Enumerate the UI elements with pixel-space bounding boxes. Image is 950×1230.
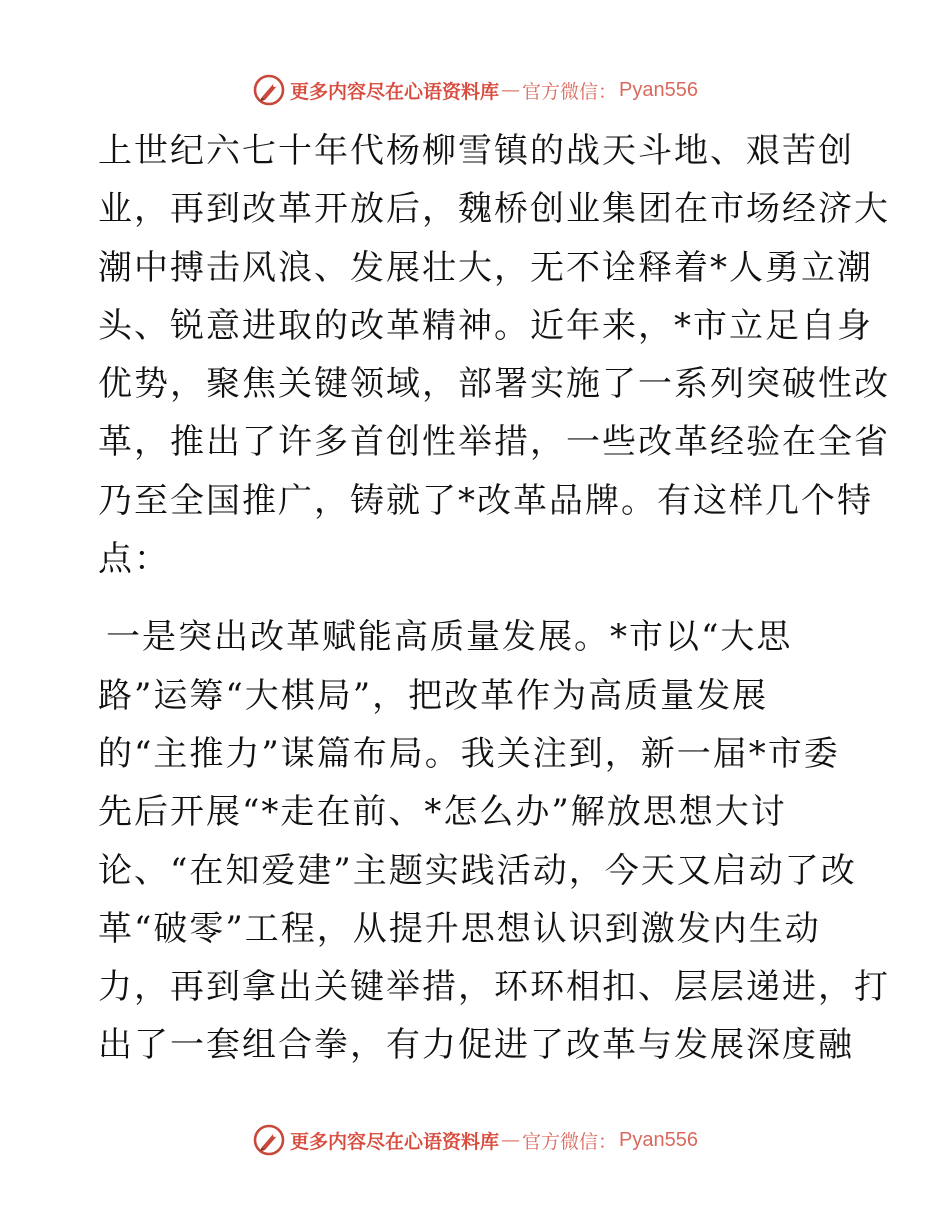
text-line: 乃至全国推广，铸就了*改革品牌。有这样几个特 xyxy=(98,480,873,521)
text-line: 先后开展“*走在前、*怎么办”解放思想大讨 xyxy=(98,792,787,833)
text-line: 业，再到改革开放后，魏桥创业集团在市场经济大 xyxy=(98,189,890,230)
text-line: 一是突出改革赋能高质量发展。*市以“大思 xyxy=(106,617,793,658)
text-line: 点： xyxy=(98,539,170,580)
text-line: 力，再到拿出关键举措，环环相扣、层层递进，打 xyxy=(98,967,890,1008)
text-line: 路”运筹“大棋局”，把改革作为高质量发展 xyxy=(98,675,769,716)
pen-logo-icon xyxy=(252,1123,286,1157)
text-line: 革“破零”工程，从提升思想认识到激发内生动 xyxy=(98,908,821,949)
text-line: 潮中搏击风浪、发展壮大，无不诠释着*人勇立潮 xyxy=(98,247,873,288)
text-line: 出了一套组合拳，有力促进了改革与发展深度融 xyxy=(98,1025,854,1066)
text-line: 的“主推力”谋篇布局。我关注到，新一届*市委 xyxy=(98,733,840,774)
document-body xyxy=(98,122,890,1075)
pen-logo-icon xyxy=(252,73,286,107)
text-line: 论、“在知爱建”主题实践活动，今天又启动了改 xyxy=(98,850,857,891)
header-wechat-label: 官方微信： xyxy=(522,80,618,103)
paragraph-spacer xyxy=(98,588,858,608)
header-wechat-id: Pyan556 xyxy=(619,78,698,101)
text-line: 头、锐意进取的改革精神。近年来，*市立足自身 xyxy=(98,305,873,346)
footer-banner xyxy=(0,1120,950,1160)
footer-brand-text: 更多内容尽在心语资料库 xyxy=(290,1130,500,1153)
footer-wechat-id: Pyan556 xyxy=(619,1128,698,1151)
footer-dash: — xyxy=(501,1129,521,1151)
footer-wechat-label: 官方微信： xyxy=(522,1130,618,1153)
paragraph-1 xyxy=(98,122,890,588)
paragraph-2 xyxy=(98,608,890,1074)
text-line: 上世纪六七十年代杨柳雪镇的战天斗地、艰苦创 xyxy=(98,131,854,171)
header-banner xyxy=(0,70,950,110)
text-line: 优势，聚焦关键领域，部署实施了一系列突破性改 xyxy=(98,364,890,405)
text-line: 革，推出了许多首创性举措，一些改革经验在全省 xyxy=(98,422,890,463)
header-dash: — xyxy=(501,79,521,101)
header-brand-text: 更多内容尽在心语资料库 xyxy=(290,80,500,103)
